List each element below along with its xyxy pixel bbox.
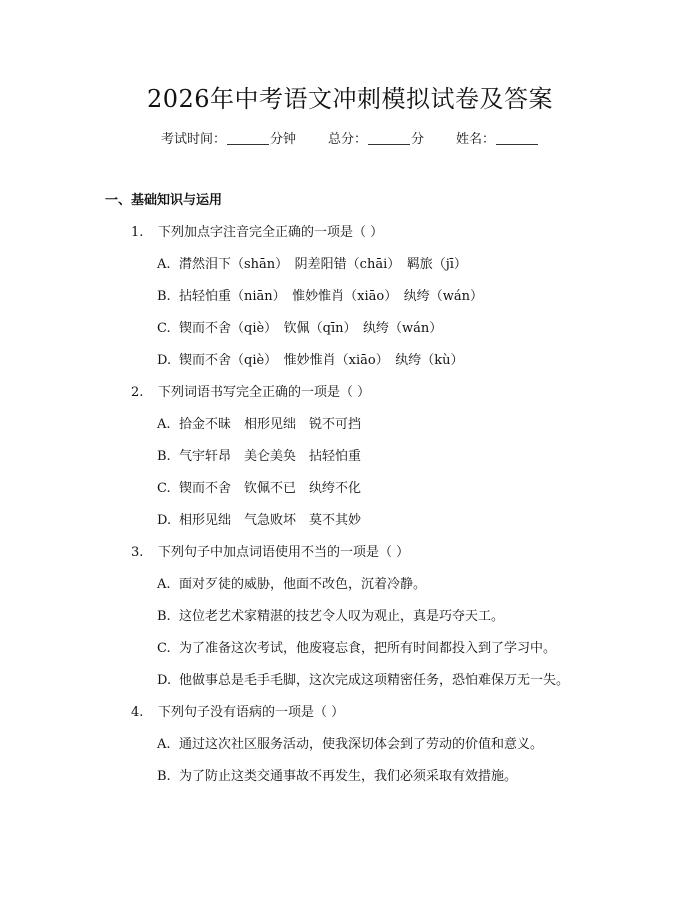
option-letter: C. bbox=[157, 321, 171, 336]
total-score-label: 总分： bbox=[327, 132, 367, 147]
question-text: 下列句子没有语病的一项是（ ） bbox=[158, 705, 345, 720]
question-1-option-a bbox=[157, 256, 467, 274]
question-3-option-d bbox=[157, 672, 569, 690]
option-text: 锲而不舍（qiè） 钦佩（qīn） 纨绔（wán） bbox=[179, 321, 443, 336]
option-letter: D. bbox=[157, 513, 172, 528]
option-letter: C. bbox=[157, 641, 171, 656]
question-1 bbox=[131, 224, 383, 242]
option-text: 他做事总是毛手毛脚，这次完成这项精密任务，恐怕难保万无一失。 bbox=[179, 673, 570, 688]
option-text: 锲而不舍（qiè） 惟妙惟肖（xiāo） 纨绔（kù） bbox=[179, 353, 464, 368]
question-1-option-b bbox=[157, 288, 483, 306]
option-text: 为了准备这次考试，他废寝忘食，把所有时间都投入到了学习中。 bbox=[179, 641, 557, 656]
question-2-option-d bbox=[157, 512, 361, 530]
question-2 bbox=[131, 384, 370, 402]
question-1-option-c bbox=[157, 320, 442, 338]
option-text: 气宇轩昂 美仑美奂 拈轻怕重 bbox=[179, 449, 362, 464]
option-text: 拈轻怕重（niān） 惟妙惟肖（xiāo） 纨绔（wán） bbox=[179, 289, 483, 304]
exam-time-label: 考试时间： bbox=[160, 132, 226, 147]
question-number: 2. bbox=[131, 385, 144, 400]
question-3 bbox=[131, 544, 409, 562]
question-number: 3. bbox=[131, 545, 144, 560]
option-letter: A. bbox=[157, 577, 171, 592]
option-letter: A. bbox=[157, 417, 171, 432]
question-text: 下列加点字注音完全正确的一项是（ ） bbox=[158, 225, 384, 240]
option-text: 通过这次社区服务活动，使我深切体会到了劳动的价值和意义。 bbox=[179, 737, 544, 752]
question-number: 4. bbox=[131, 705, 144, 720]
option-letter: B. bbox=[157, 289, 171, 304]
question-2-option-c bbox=[157, 480, 361, 498]
option-letter: D. bbox=[157, 673, 172, 688]
exam-time-blank bbox=[227, 144, 269, 145]
option-letter: A. bbox=[157, 257, 171, 272]
option-letter: B. bbox=[157, 449, 171, 464]
student-name-blank bbox=[496, 144, 538, 145]
option-text: 相形见绌 气急败坏 莫不其妙 bbox=[179, 513, 362, 528]
section-heading: 一、基础知识与运用 bbox=[105, 193, 223, 208]
question-4-option-b bbox=[157, 768, 517, 786]
option-letter: A. bbox=[157, 737, 171, 752]
total-score-unit: 分 bbox=[411, 132, 425, 147]
option-letter: B. bbox=[157, 609, 171, 624]
option-text: 面对歹徒的威胁，他面不改色，沉着冷静。 bbox=[179, 577, 427, 592]
total-score-blank bbox=[368, 144, 410, 145]
question-number: 1. bbox=[131, 225, 144, 240]
question-text: 下列词语书写完全正确的一项是（ ） bbox=[158, 385, 371, 400]
question-3-option-b bbox=[157, 608, 504, 626]
option-letter: D. bbox=[157, 353, 172, 368]
exam-time-unit: 分钟 bbox=[269, 132, 296, 147]
question-2-option-a bbox=[157, 416, 361, 434]
question-3-option-a bbox=[157, 576, 426, 594]
option-text: 拾金不昧 相形见绌 锐不可挡 bbox=[179, 417, 362, 432]
question-1-option-d bbox=[157, 352, 464, 370]
question-text: 下列句子中加点词语使用不当的一项是（ ） bbox=[158, 545, 410, 560]
exam-info-row bbox=[0, 131, 700, 149]
option-letter: C. bbox=[157, 481, 171, 496]
question-3-option-c bbox=[157, 640, 556, 658]
option-text: 这位老艺术家精湛的技艺令人叹为观止，真是巧夺天工。 bbox=[179, 609, 505, 624]
total-score-field bbox=[328, 131, 424, 149]
student-name-label: 姓名： bbox=[456, 132, 496, 147]
question-2-option-b bbox=[157, 448, 361, 466]
question-4-option-a bbox=[157, 736, 543, 754]
student-name-field bbox=[456, 131, 539, 149]
question-4 bbox=[131, 704, 344, 722]
option-text: 潸然泪下（shān） 阴差阳错（chāi） 羁旅（jī） bbox=[179, 257, 467, 272]
exam-time-field bbox=[161, 131, 296, 149]
page-title: 2026年中考语文冲刺模拟试卷及答案 bbox=[146, 85, 554, 113]
option-letter: B. bbox=[157, 769, 171, 784]
option-text: 为了防止这类交通事故不再发生，我们必须采取有效措施。 bbox=[179, 769, 518, 784]
option-text: 锲而不舍 钦佩不已 纨绔不化 bbox=[179, 481, 362, 496]
